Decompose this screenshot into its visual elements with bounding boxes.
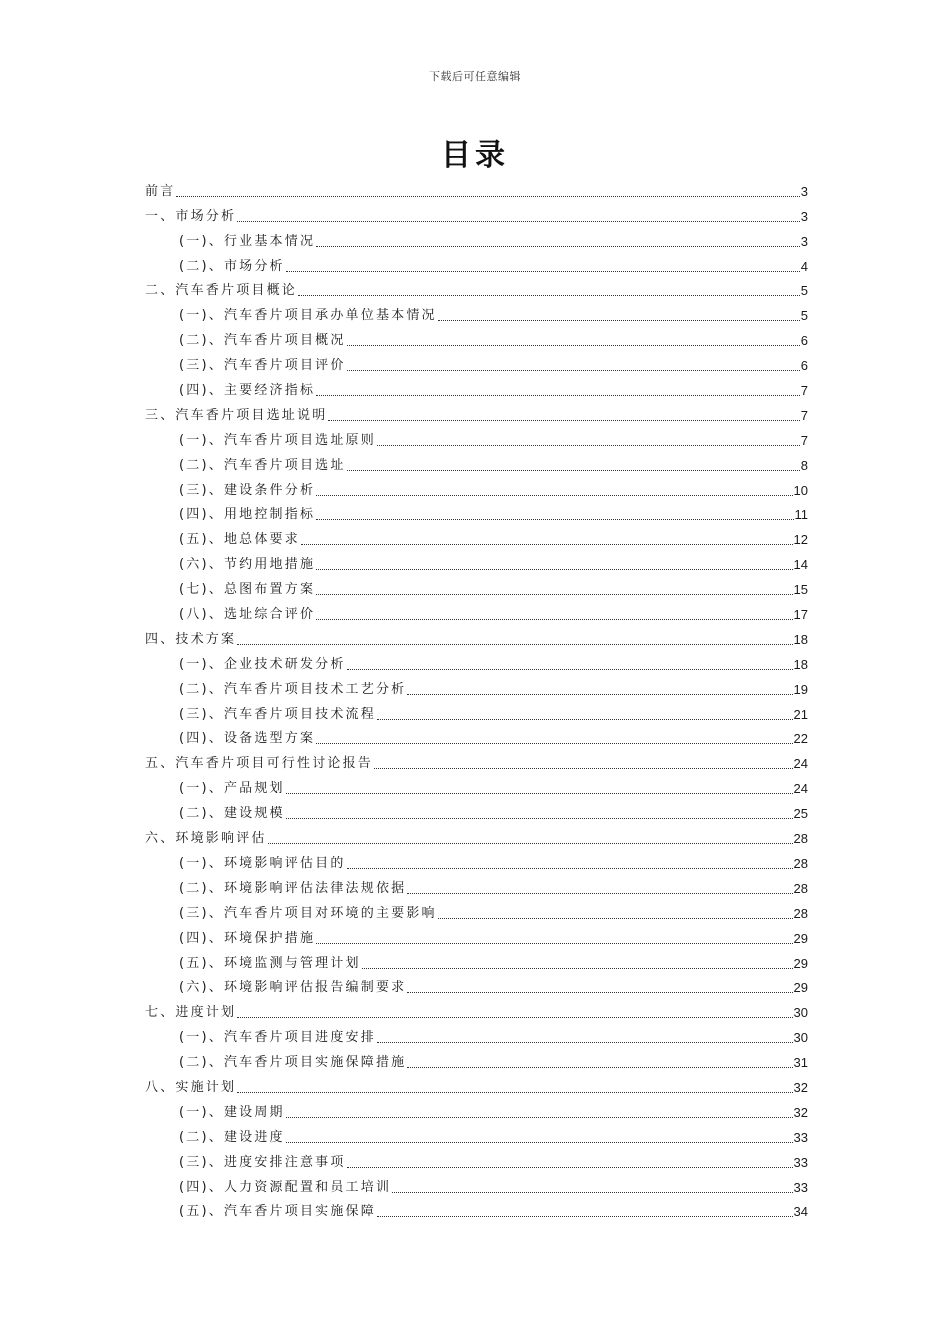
- toc-dot-leader: [374, 768, 793, 769]
- toc-entry-label: (八)、选址综合评价: [179, 607, 316, 623]
- toc-entry-page-number: 33: [793, 1154, 808, 1170]
- table-of-contents: [145, 176, 808, 1221]
- toc-entry-page-number: 18: [793, 656, 808, 672]
- toc-dot-leader: [316, 619, 792, 620]
- toc-entry-page-number: 7: [800, 407, 808, 423]
- toc-entry-label: (三)、汽车香片项目对环境的主要影响: [179, 905, 437, 921]
- toc-entry-page-number: 7: [800, 383, 808, 399]
- toc-dot-leader: [316, 246, 800, 247]
- toc-entry-label: (五)、环境监测与管理计划: [179, 955, 361, 971]
- toc-dot-leader: [286, 793, 793, 794]
- toc-entry[interactable]: [145, 1072, 808, 1097]
- toc-entry-label: (三)、进度安排注意事项: [179, 1154, 346, 1170]
- toc-dot-leader: [316, 569, 792, 570]
- toc-entry[interactable]: [145, 1172, 808, 1197]
- toc-entry-page-number: 6: [800, 358, 808, 374]
- toc-dot-leader: [316, 594, 792, 595]
- toc-entry-page-number: 7: [800, 432, 808, 448]
- toc-entry-label: (四)、主要经济指标: [179, 383, 316, 399]
- toc-dot-leader: [392, 1192, 792, 1193]
- toc-entry-page-number: 29: [793, 930, 808, 946]
- toc-entry-label: (一)、企业技术研发分析: [179, 656, 346, 672]
- toc-entry-label: 前言: [145, 183, 176, 199]
- toc-entry-page-number: 30: [793, 1005, 808, 1021]
- toc-entry[interactable]: [145, 724, 808, 749]
- toc-dot-leader: [362, 968, 793, 969]
- toc-entry-page-number: 31: [793, 1055, 808, 1071]
- page-title: 目录: [441, 138, 509, 173]
- toc-dot-leader: [316, 519, 793, 520]
- toc-entry[interactable]: [145, 176, 808, 201]
- toc-dot-leader: [286, 1117, 793, 1118]
- toc-dot-leader: [316, 743, 792, 744]
- toc-entry-label: 八、实施计划: [145, 1079, 237, 1095]
- toc-entry-label: (二)、环境影响评估法律法规依据: [179, 880, 407, 896]
- toc-entry-page-number: 28: [793, 831, 808, 847]
- toc-entry[interactable]: [145, 450, 808, 475]
- toc-entry-label: 三、汽车香片项目选址说明: [145, 407, 328, 423]
- toc-entry[interactable]: [145, 699, 808, 724]
- toc-entry-label: (六)、节约用地措施: [179, 557, 316, 573]
- toc-dot-leader: [407, 992, 792, 993]
- toc-entry-page-number: 29: [793, 980, 808, 996]
- toc-entry-page-number: 17: [793, 607, 808, 623]
- toc-entry[interactable]: [145, 475, 808, 500]
- toc-entry[interactable]: [145, 1047, 808, 1072]
- toc-entry-label: (一)、建设周期: [179, 1104, 285, 1120]
- toc-entry[interactable]: [145, 848, 808, 873]
- toc-dot-leader: [347, 470, 800, 471]
- toc-entry-page-number: 30: [793, 1030, 808, 1046]
- toc-entry-page-number: 29: [793, 955, 808, 971]
- toc-entry[interactable]: [145, 1197, 808, 1222]
- toc-entry-page-number: 3: [800, 233, 808, 249]
- toc-entry-label: 一、市场分析: [145, 208, 237, 224]
- toc-entry-page-number: 19: [793, 681, 808, 697]
- toc-entry-label: (四)、人力资源配置和员工培训: [179, 1179, 392, 1195]
- toc-entry-page-number: 32: [793, 1104, 808, 1120]
- toc-entry-page-number: 3: [800, 208, 808, 224]
- toc-entry[interactable]: [145, 898, 808, 923]
- toc-entry-label: (一)、环境影响评估目的: [179, 855, 346, 871]
- toc-entry[interactable]: [145, 624, 808, 649]
- toc-entry[interactable]: [145, 599, 808, 624]
- toc-entry-label: 二、汽车香片项目概论: [145, 283, 298, 299]
- toc-entry-label: (三)、汽车香片项目技术流程: [179, 706, 376, 722]
- toc-dot-leader: [347, 669, 793, 670]
- toc-entry-page-number: 4: [800, 258, 808, 274]
- toc-dot-leader: [407, 893, 792, 894]
- toc-entry-page-number: 22: [793, 731, 808, 747]
- toc-entry-label: (四)、设备选型方案: [179, 731, 316, 747]
- toc-dot-leader: [347, 345, 800, 346]
- toc-entry[interactable]: [145, 1022, 808, 1047]
- toc-entry-page-number: 24: [793, 781, 808, 797]
- toc-entry[interactable]: [145, 325, 808, 350]
- toc-dot-leader: [377, 719, 793, 720]
- toc-entry[interactable]: [145, 276, 808, 301]
- toc-entry-label: (二)、汽车香片项目实施保障措施: [179, 1055, 407, 1071]
- toc-dot-leader: [176, 196, 799, 197]
- toc-entry-label: (二)、汽车香片项目技术工艺分析: [179, 681, 407, 697]
- toc-entry[interactable]: [145, 773, 808, 798]
- toc-dot-leader: [377, 445, 800, 446]
- toc-entry[interactable]: [145, 574, 808, 599]
- toc-entry-page-number: 14: [793, 557, 808, 573]
- toc-entry-label: (二)、汽车香片项目选址: [179, 457, 346, 473]
- toc-entry[interactable]: [145, 1122, 808, 1147]
- toc-entry[interactable]: [145, 923, 808, 948]
- toc-entry-label: 五、汽车香片项目可行性讨论报告: [145, 756, 374, 772]
- toc-entry-page-number: 33: [793, 1129, 808, 1145]
- toc-entry-page-number: 6: [800, 333, 808, 349]
- toc-dot-leader: [316, 495, 792, 496]
- toc-entry-label: (四)、用地控制指标: [179, 507, 316, 523]
- toc-dot-leader: [347, 868, 793, 869]
- toc-entry[interactable]: [145, 524, 808, 549]
- toc-dot-leader: [286, 271, 800, 272]
- toc-dot-leader: [237, 1017, 792, 1018]
- toc-dot-leader: [438, 320, 800, 321]
- toc-entry-page-number: 33: [793, 1179, 808, 1195]
- toc-entry-page-number: 3: [800, 183, 808, 199]
- toc-entry-label: (五)、地总体要求: [179, 532, 300, 548]
- toc-dot-leader: [407, 1067, 792, 1068]
- toc-entry-page-number: 5: [800, 308, 808, 324]
- toc-dot-leader: [316, 395, 800, 396]
- toc-entry[interactable]: [145, 873, 808, 898]
- toc-dot-leader: [407, 694, 792, 695]
- toc-dot-leader: [347, 370, 800, 371]
- toc-entry[interactable]: [145, 375, 808, 400]
- toc-entry[interactable]: [145, 201, 808, 226]
- toc-entry-page-number: 5: [800, 283, 808, 299]
- toc-entry-label: (一)、汽车香片项目进度安排: [179, 1030, 376, 1046]
- toc-entry-page-number: 18: [793, 631, 808, 647]
- toc-dot-leader: [377, 1216, 793, 1217]
- toc-entry-page-number: 28: [793, 855, 808, 871]
- toc-entry[interactable]: [145, 674, 808, 699]
- toc-entry[interactable]: [145, 997, 808, 1022]
- toc-entry-label: 六、环境影响评估: [145, 831, 267, 847]
- toc-entry-page-number: 11: [794, 507, 808, 523]
- toc-entry-page-number: 15: [793, 582, 808, 598]
- toc-entry[interactable]: [145, 1097, 808, 1122]
- toc-dot-leader: [316, 943, 792, 944]
- toc-entry-label: (二)、汽车香片项目概况: [179, 333, 346, 349]
- toc-entry[interactable]: [145, 500, 808, 525]
- toc-entry-label: (一)、行业基本情况: [179, 233, 316, 249]
- toc-entry-label: (二)、建设规模: [179, 806, 285, 822]
- toc-entry[interactable]: [145, 425, 808, 450]
- header-note: 下载后可任意编辑: [429, 70, 521, 83]
- toc-entry[interactable]: [145, 649, 808, 674]
- toc-entry-page-number: 8: [800, 457, 808, 473]
- toc-dot-leader: [347, 1167, 793, 1168]
- toc-entry[interactable]: [145, 973, 808, 998]
- toc-entry-label: (一)、产品规划: [179, 781, 285, 797]
- toc-entry-label: (一)、汽车香片项目承办单位基本情况: [179, 308, 437, 324]
- toc-entry[interactable]: [145, 948, 808, 973]
- toc-entry-page-number: 24: [793, 756, 808, 772]
- toc-entry-page-number: 28: [793, 905, 808, 921]
- toc-entry[interactable]: [145, 251, 808, 276]
- toc-entry-page-number: 25: [793, 806, 808, 822]
- toc-dot-leader: [268, 843, 793, 844]
- toc-entry-page-number: 21: [793, 706, 808, 722]
- toc-entry[interactable]: [145, 350, 808, 375]
- toc-dot-leader: [298, 295, 800, 296]
- toc-entry[interactable]: [145, 549, 808, 574]
- toc-dot-leader: [377, 1042, 793, 1043]
- toc-entry-page-number: 34: [793, 1204, 808, 1220]
- toc-entry-label: (三)、汽车香片项目评价: [179, 358, 346, 374]
- toc-entry-label: 七、进度计划: [145, 1005, 237, 1021]
- toc-dot-leader: [237, 644, 792, 645]
- toc-entry-page-number: 12: [793, 532, 808, 548]
- toc-entry-label: (七)、总图布置方案: [179, 582, 316, 598]
- toc-entry-label: (二)、市场分析: [179, 258, 285, 274]
- toc-entry[interactable]: [145, 226, 808, 251]
- toc-entry-label: (一)、汽车香片项目选址原则: [179, 432, 376, 448]
- toc-entry[interactable]: [145, 400, 808, 425]
- toc-entry-label: (三)、建设条件分析: [179, 482, 316, 498]
- toc-entry-label: (五)、汽车香片项目实施保障: [179, 1204, 376, 1220]
- toc-entry-label: 四、技术方案: [145, 631, 237, 647]
- toc-entry[interactable]: [145, 823, 808, 848]
- toc-dot-leader: [237, 1092, 792, 1093]
- toc-entry[interactable]: [145, 748, 808, 773]
- toc-entry[interactable]: [145, 1147, 808, 1172]
- toc-entry[interactable]: [145, 300, 808, 325]
- toc-entry-page-number: 32: [793, 1079, 808, 1095]
- toc-dot-leader: [286, 818, 793, 819]
- toc-entry[interactable]: [145, 798, 808, 823]
- toc-dot-leader: [237, 221, 800, 222]
- toc-dot-leader: [286, 1142, 793, 1143]
- toc-entry-label: (四)、环境保护措施: [179, 930, 316, 946]
- toc-entry-page-number: 10: [793, 482, 808, 498]
- toc-dot-leader: [328, 420, 799, 421]
- toc-dot-leader: [301, 544, 793, 545]
- toc-entry-page-number: 28: [793, 880, 808, 896]
- toc-entry-label: (六)、环境影响评估报告编制要求: [179, 980, 407, 996]
- toc-dot-leader: [438, 918, 793, 919]
- toc-entry-label: (二)、建设进度: [179, 1129, 285, 1145]
